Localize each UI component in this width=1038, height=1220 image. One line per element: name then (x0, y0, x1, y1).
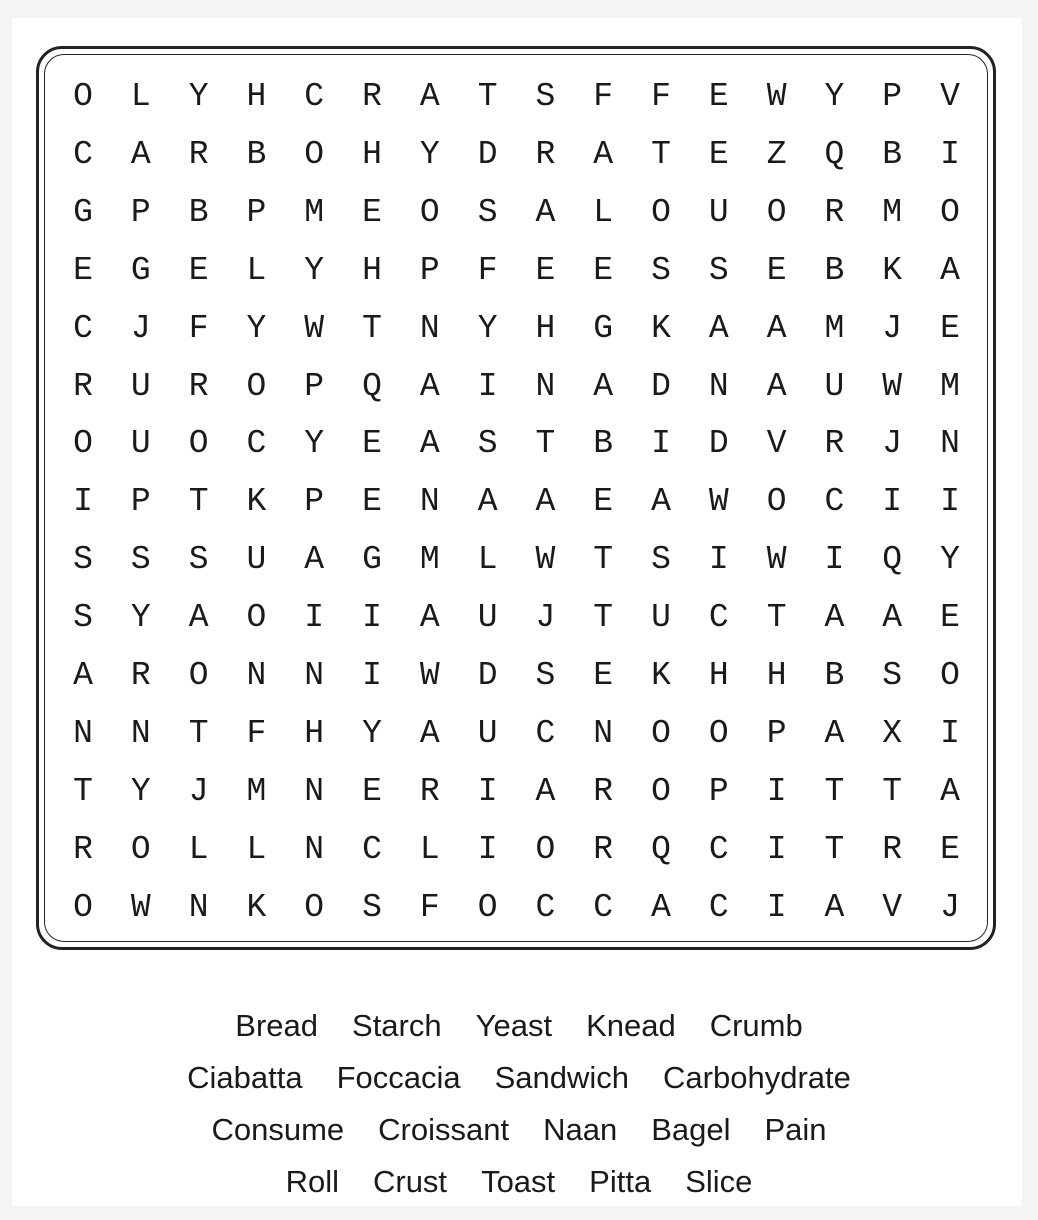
grid-cell[interactable]: O (419, 193, 440, 231)
grid-cell[interactable]: A (651, 888, 671, 926)
grid-cell[interactable]: B (188, 193, 209, 231)
grid-cell[interactable]: B (593, 425, 614, 463)
grid-cell[interactable]: R (593, 772, 614, 810)
grid-cell[interactable]: I (824, 541, 845, 579)
grid-cell[interactable]: V (940, 78, 960, 115)
grid-cell[interactable]: P (246, 193, 267, 231)
grid-cell[interactable]: R (188, 135, 209, 173)
grid-cell[interactable]: T (188, 483, 209, 521)
grid-cell[interactable]: Y (304, 251, 325, 289)
grid-cell[interactable]: E (362, 425, 382, 463)
word-list-item: Starch (352, 1008, 442, 1043)
word-list-item: Consume (211, 1112, 345, 1147)
word-list-row (0, 1000, 1038, 1052)
grid-cell[interactable]: Q (651, 830, 671, 868)
grid-cell[interactable]: U (246, 541, 267, 579)
grid-cell[interactable]: D (651, 367, 671, 405)
grid-cell[interactable]: T (766, 599, 787, 637)
grid-cell[interactable]: U (477, 714, 498, 752)
grid-cell[interactable]: O (246, 599, 267, 637)
grid-cell[interactable]: T (882, 772, 903, 810)
grid-cell[interactable]: L (477, 541, 498, 579)
grid-cell[interactable]: F (419, 888, 440, 926)
grid-cell[interactable]: E (593, 657, 614, 694)
grid-cell[interactable]: R (73, 830, 93, 868)
grid-cell[interactable]: U (477, 599, 498, 637)
grid-cell[interactable]: N (535, 367, 556, 405)
grid-cell[interactable]: I (940, 135, 960, 173)
grid-cell[interactable]: I (651, 425, 671, 463)
grid-cell[interactable]: A (651, 483, 671, 521)
grid-cell[interactable]: N (708, 367, 729, 405)
grid-cell[interactable]: A (940, 772, 960, 810)
grid-cell[interactable]: U (824, 367, 845, 405)
word-list-row (0, 1104, 1038, 1156)
grid-cell[interactable]: N (304, 657, 325, 694)
grid-cell[interactable]: J (130, 309, 151, 347)
grid-cell[interactable]: T (651, 135, 671, 173)
grid-cell[interactable]: A (824, 599, 845, 637)
grid-cell[interactable]: Y (362, 714, 382, 752)
grid-cell[interactable]: N (304, 772, 325, 810)
grid-cell[interactable]: I (940, 714, 960, 752)
grid-cell[interactable]: E (362, 193, 382, 231)
grid-cell[interactable]: A (766, 367, 787, 405)
grid-cell[interactable]: O (304, 888, 325, 926)
grid-cell[interactable]: U (130, 425, 151, 463)
grid-cell[interactable]: K (246, 888, 267, 926)
grid-cell[interactable]: S (73, 599, 93, 637)
letter-grid (54, 68, 982, 938)
grid-cell[interactable]: P (304, 483, 325, 521)
grid-cell[interactable]: F (593, 78, 614, 115)
grid-cell[interactable]: Y (419, 135, 440, 173)
grid-cell[interactable]: Y (824, 78, 845, 115)
word-list-item: Naan (543, 1112, 618, 1147)
grid-cell[interactable]: Y (246, 309, 267, 347)
grid-cell[interactable]: S (130, 541, 151, 579)
grid-cell[interactable]: E (708, 135, 729, 173)
grid-cell[interactable]: A (419, 599, 440, 637)
grid-cell[interactable]: O (708, 714, 729, 752)
grid-cell[interactable]: S (362, 888, 382, 926)
word-list-item: Carbohydrate (663, 1060, 851, 1095)
grid-cell[interactable]: N (419, 309, 440, 347)
grid-cell[interactable]: E (593, 251, 614, 289)
grid-cell[interactable]: W (708, 483, 729, 521)
grid-cell[interactable]: F (477, 251, 498, 289)
word-list-item: Foccacia (336, 1060, 461, 1095)
grid-cell[interactable]: K (882, 251, 903, 289)
grid-cell[interactable]: L (130, 78, 151, 115)
grid-cell[interactable]: B (882, 135, 903, 173)
grid-cell[interactable]: K (246, 483, 267, 521)
grid-cell[interactable]: O (73, 425, 93, 463)
grid-cell[interactable]: R (362, 78, 382, 115)
grid-cell[interactable]: O (188, 425, 209, 463)
grid-cell[interactable]: I (304, 599, 325, 637)
grid-cell[interactable]: G (593, 309, 614, 347)
grid-cell[interactable]: A (824, 714, 845, 752)
grid-cell[interactable]: D (477, 135, 498, 173)
grid-cell[interactable]: O (940, 657, 960, 694)
word-list-item: Slice (685, 1164, 753, 1199)
grid-cell[interactable]: C (708, 599, 729, 637)
grid-cell[interactable]: L (593, 193, 614, 231)
grid-cell[interactable]: V (766, 425, 787, 463)
grid-cell[interactable]: M (882, 193, 903, 231)
grid-cell[interactable]: U (130, 367, 151, 405)
grid-cell[interactable]: P (766, 714, 787, 752)
grid-cell[interactable]: M (304, 193, 325, 231)
grid-cell[interactable]: F (651, 78, 671, 115)
grid-cell[interactable]: E (535, 251, 556, 289)
grid-cell[interactable]: A (882, 599, 903, 637)
grid-cell[interactable]: Q (362, 367, 382, 405)
grid-cell[interactable]: W (130, 888, 151, 926)
word-list-row (0, 1156, 1038, 1208)
grid-cell[interactable]: A (419, 714, 440, 752)
grid-cell[interactable]: A (73, 657, 93, 694)
grid-cell[interactable]: R (130, 657, 151, 694)
grid-cell[interactable]: P (130, 483, 151, 521)
word-list-item: Bread (235, 1008, 319, 1043)
grid-cell[interactable]: S (535, 657, 556, 694)
grid-cell[interactable]: I (766, 888, 787, 926)
grid-cell[interactable]: O (477, 888, 498, 926)
grid-cell[interactable]: R (419, 772, 440, 810)
grid-cell[interactable]: E (708, 78, 729, 115)
grid-cell[interactable]: I (940, 483, 960, 521)
grid-cell[interactable]: C (246, 425, 267, 463)
grid-cell[interactable]: A (188, 599, 209, 637)
grid-cell[interactable]: A (535, 483, 556, 521)
grid-cell[interactable]: M (824, 309, 845, 347)
grid-cell[interactable]: J (535, 599, 556, 637)
word-list (0, 1000, 1038, 1208)
grid-cell[interactable]: P (419, 251, 440, 289)
grid-cell[interactable]: R (593, 830, 614, 868)
word-list-item: Crumb (709, 1008, 803, 1043)
word-list-item: Crust (372, 1164, 448, 1199)
grid-cell[interactable]: O (651, 714, 671, 752)
grid-cell[interactable]: X (882, 714, 903, 752)
grid-cell[interactable]: A (130, 135, 151, 173)
grid-cell[interactable]: N (419, 483, 440, 521)
word-list-item: Pain (764, 1112, 827, 1147)
grid-cell[interactable]: J (188, 772, 209, 810)
grid-cell[interactable]: S (73, 541, 93, 579)
grid-cell[interactable]: R (824, 425, 845, 463)
grid-cell[interactable]: O (651, 772, 671, 810)
grid-cell[interactable]: C (362, 830, 382, 868)
grid-cell[interactable]: I (73, 483, 93, 521)
grid-cell[interactable]: W (882, 367, 903, 405)
grid-cell[interactable]: A (766, 309, 787, 347)
word-list-item: Bagel (651, 1112, 731, 1147)
grid-cell[interactable]: J (882, 309, 903, 347)
grid-cell[interactable]: A (940, 251, 960, 289)
word-list-item: Sandwich (494, 1060, 630, 1095)
grid-cell[interactable]: N (246, 657, 267, 694)
grid-cell[interactable]: F (246, 714, 267, 752)
grid-cell[interactable]: D (477, 657, 498, 694)
grid-cell[interactable]: R (188, 367, 209, 405)
grid-cell[interactable]: A (419, 78, 440, 115)
word-list-item: Toast (481, 1164, 556, 1199)
grid-cell[interactable]: T (535, 425, 556, 463)
grid-cell[interactable]: I (477, 830, 498, 868)
grid-cell[interactable]: I (477, 367, 498, 405)
grid-cell[interactable]: A (419, 425, 440, 463)
grid-cell[interactable]: O (766, 193, 787, 231)
word-list-row (0, 1052, 1038, 1104)
grid-cell[interactable]: W (766, 78, 787, 115)
grid-cell[interactable]: N (188, 888, 209, 926)
grid-cell[interactable]: Y (188, 78, 209, 115)
grid-cell[interactable]: H (766, 657, 787, 694)
grid-cell[interactable]: R (73, 367, 93, 405)
grid-cell[interactable]: O (188, 657, 209, 694)
grid-cell[interactable]: A (535, 193, 556, 231)
grid-cell[interactable]: E (766, 251, 787, 289)
grid-cell[interactable]: S (188, 541, 209, 579)
grid-cell[interactable]: O (651, 193, 671, 231)
grid-cell[interactable]: E (940, 599, 960, 637)
grid-cell[interactable]: E (940, 309, 960, 347)
grid-cell[interactable]: N (940, 425, 960, 463)
grid-cell[interactable]: H (362, 251, 382, 289)
grid-cell[interactable]: C (824, 483, 845, 521)
grid-cell[interactable]: I (766, 772, 787, 810)
grid-cell[interactable]: H (362, 135, 382, 173)
grid-cell[interactable]: A (708, 309, 729, 347)
grid-cell[interactable]: A (477, 483, 498, 521)
grid-cell[interactable]: T (824, 772, 845, 810)
grid-cell[interactable]: K (651, 309, 671, 347)
grid-cell[interactable]: C (304, 78, 325, 115)
word-list-item: Yeast (475, 1008, 553, 1043)
grid-cell[interactable]: S (477, 425, 498, 463)
grid-cell[interactable]: R (824, 193, 845, 231)
grid-cell[interactable]: C (708, 888, 729, 926)
grid-cell[interactable]: Y (477, 309, 498, 347)
grid-cell[interactable]: C (73, 309, 93, 347)
grid-cell[interactable]: Y (130, 772, 151, 810)
grid-cell[interactable]: A (824, 888, 845, 926)
grid-cell[interactable]: U (708, 193, 729, 231)
grid-cell[interactable]: O (940, 193, 960, 231)
grid-cell[interactable]: M (246, 772, 267, 810)
grid-cell[interactable]: D (708, 425, 729, 463)
grid-cell[interactable]: O (304, 135, 325, 173)
grid-cell[interactable]: P (708, 772, 729, 810)
grid-cell[interactable]: P (882, 78, 903, 115)
grid-cell[interactable]: Y (940, 541, 960, 579)
grid-cell[interactable]: L (246, 251, 267, 289)
grid-cell[interactable]: I (362, 657, 382, 694)
grid-cell[interactable]: E (73, 251, 93, 289)
grid-cell[interactable]: G (362, 541, 382, 579)
grid-cell[interactable]: T (73, 772, 93, 810)
word-list-item: Roll (285, 1164, 339, 1199)
grid-cell[interactable]: L (246, 830, 267, 868)
grid-cell[interactable]: E (593, 483, 614, 521)
grid-cell[interactable]: Q (882, 541, 903, 579)
grid-cell[interactable]: V (882, 888, 903, 926)
grid-cell[interactable]: T (362, 309, 382, 347)
grid-cell[interactable]: B (824, 657, 845, 694)
grid-cell[interactable]: A (593, 135, 614, 173)
grid-cell[interactable]: E (940, 830, 960, 868)
grid-cell[interactable]: K (651, 657, 671, 694)
grid-cell[interactable]: M (419, 541, 440, 579)
grid-cell[interactable]: N (593, 714, 614, 752)
grid-cell[interactable]: H (535, 309, 556, 347)
grid-cell[interactable]: S (708, 251, 729, 289)
grid-cell[interactable]: T (477, 78, 498, 115)
grid-cell[interactable]: O (535, 830, 556, 868)
grid-cell[interactable]: G (130, 251, 151, 289)
grid-cell[interactable]: O (766, 483, 787, 521)
grid-cell[interactable]: E (362, 483, 382, 521)
grid-cell[interactable]: P (130, 193, 151, 231)
grid-cell[interactable]: C (535, 888, 556, 926)
word-list-item: Croissant (378, 1112, 510, 1147)
grid-cell[interactable]: E (188, 251, 209, 289)
grid-cell[interactable]: I (477, 772, 498, 810)
grid-cell[interactable]: T (188, 714, 209, 752)
grid-cell[interactable]: T (593, 541, 614, 579)
grid-cell[interactable]: C (535, 714, 556, 752)
word-list-item: Ciabatta (187, 1060, 303, 1095)
grid-cell[interactable]: Y (304, 425, 325, 463)
grid-cell[interactable]: W (535, 541, 556, 579)
word-list-item: Pitta (589, 1164, 652, 1199)
grid-cell[interactable]: W (419, 657, 440, 694)
grid-cell[interactable]: B (246, 135, 267, 173)
grid-cell[interactable]: G (73, 193, 93, 231)
grid-cell[interactable]: O (130, 830, 151, 868)
grid-cell[interactable]: I (882, 483, 903, 521)
grid-cell[interactable]: S (535, 78, 556, 115)
grid-cell[interactable]: A (304, 541, 325, 579)
grid-cell[interactable]: C (73, 135, 93, 173)
grid-cell[interactable]: Q (824, 135, 845, 173)
grid-cell[interactable]: L (188, 830, 209, 868)
grid-cell[interactable]: J (940, 888, 960, 926)
grid-cell[interactable]: O (73, 888, 93, 926)
grid-cell[interactable]: O (246, 367, 267, 405)
grid-cell[interactable]: O (73, 78, 93, 115)
grid-cell[interactable]: B (824, 251, 845, 289)
grid-cell[interactable]: H (246, 78, 267, 115)
grid-cell[interactable]: H (304, 714, 325, 752)
grid-cell[interactable]: N (73, 714, 93, 752)
grid-cell[interactable]: Y (130, 599, 151, 637)
grid-cell[interactable]: F (188, 309, 209, 347)
grid-cell[interactable]: N (304, 830, 325, 868)
grid-cell[interactable]: L (419, 830, 440, 868)
grid-cell[interactable]: S (882, 657, 903, 694)
grid-cell[interactable]: E (362, 772, 382, 810)
grid-cell[interactable]: S (477, 193, 498, 231)
grid-cell[interactable]: C (593, 888, 614, 926)
grid-cell[interactable]: J (882, 425, 903, 463)
grid-cell[interactable]: A (535, 772, 556, 810)
grid-cell[interactable]: P (304, 367, 325, 405)
grid-cell[interactable]: U (651, 599, 671, 637)
grid-cell[interactable]: W (304, 309, 325, 347)
grid-cell[interactable]: R (882, 830, 903, 868)
grid-cell[interactable]: S (651, 251, 671, 289)
grid-cell[interactable]: W (766, 541, 787, 579)
grid-cell[interactable]: S (651, 541, 671, 579)
grid-cell[interactable]: A (419, 367, 440, 405)
grid-cell[interactable]: M (940, 367, 960, 405)
grid-cell[interactable]: I (766, 830, 787, 868)
grid-cell[interactable]: N (130, 714, 151, 752)
grid-cell[interactable]: A (593, 367, 614, 405)
grid-cell[interactable]: I (708, 541, 729, 579)
grid-cell[interactable]: R (535, 135, 556, 173)
grid-cell[interactable]: T (824, 830, 845, 868)
grid-cell[interactable]: C (708, 830, 729, 868)
grid-cell[interactable]: T (593, 599, 614, 637)
grid-cell[interactable]: I (362, 599, 382, 637)
grid-cell[interactable]: H (708, 657, 729, 694)
grid-cell[interactable]: Z (766, 135, 787, 173)
word-list-item: Knead (586, 1008, 676, 1043)
